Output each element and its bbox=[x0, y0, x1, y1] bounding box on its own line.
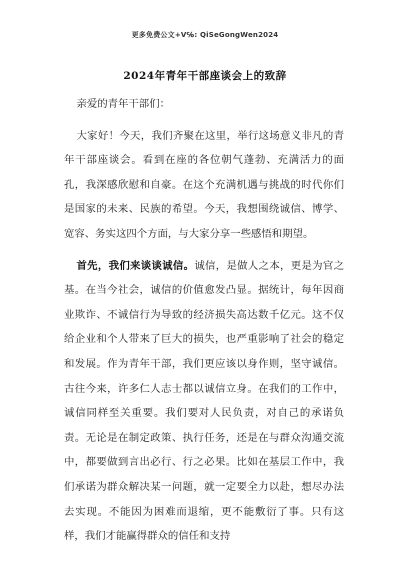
document-title: 2024年青年干部座谈会上的致辞 bbox=[123, 70, 287, 82]
greeting: 亲爱的青年干部们： bbox=[76, 98, 170, 110]
document-body bbox=[64, 92, 344, 549]
paragraph-opening bbox=[64, 124, 344, 247]
paragraph-text: 诚信，是做人之本，更是为官之基。在当今社会，诚信的价值愈发凸显。据统计，每年因商业欺诈、不诚信行为导致的经济损失高达数千亿元。这不仅给企业和个人带来了巨大的损失，也严重影响了社会的稳定和发展。作为青年干部，我们更应该以身作则，坚守诚信。古往今来，许多仁人志士都以诚信立身。在我们的工作中，诚信同样至关重要。我们要对人民负责，对自己的承诺负责。无论是在制定政策、执行任务，还是在与群众沟通交流中，都要做到言出必行、行之必果。比如在基层工作中，我们承诺为群众解决某一问题，就一定要全力以赴，想尽办法去实现。不能因为困难而退缩，更不能敷衍了事。只有这样，我们才能赢得群众的信任和支持 bbox=[64, 259, 345, 543]
paragraph-text: 大家好！今天，我们齐聚在这里，举行这场意义非凡的青年干部座谈会。看到在座的各位朝气蓬勃、充满活力的面孔，我深感欣慰和自豪。在这个充满机遇与挑战的时代你们是国家的未来、民族的希望。今天，我想围绕诚信、博学、宽容、务实这四个方面，与大家分享一些感悟和期望。 bbox=[64, 129, 344, 240]
header-note: 更多免费公文+V℅: QiSeGongWen2024 bbox=[131, 31, 279, 39]
paragraph-integrity bbox=[64, 254, 344, 549]
paragraph-lead: 首先，我们来谈谈诚信。 bbox=[76, 259, 195, 272]
